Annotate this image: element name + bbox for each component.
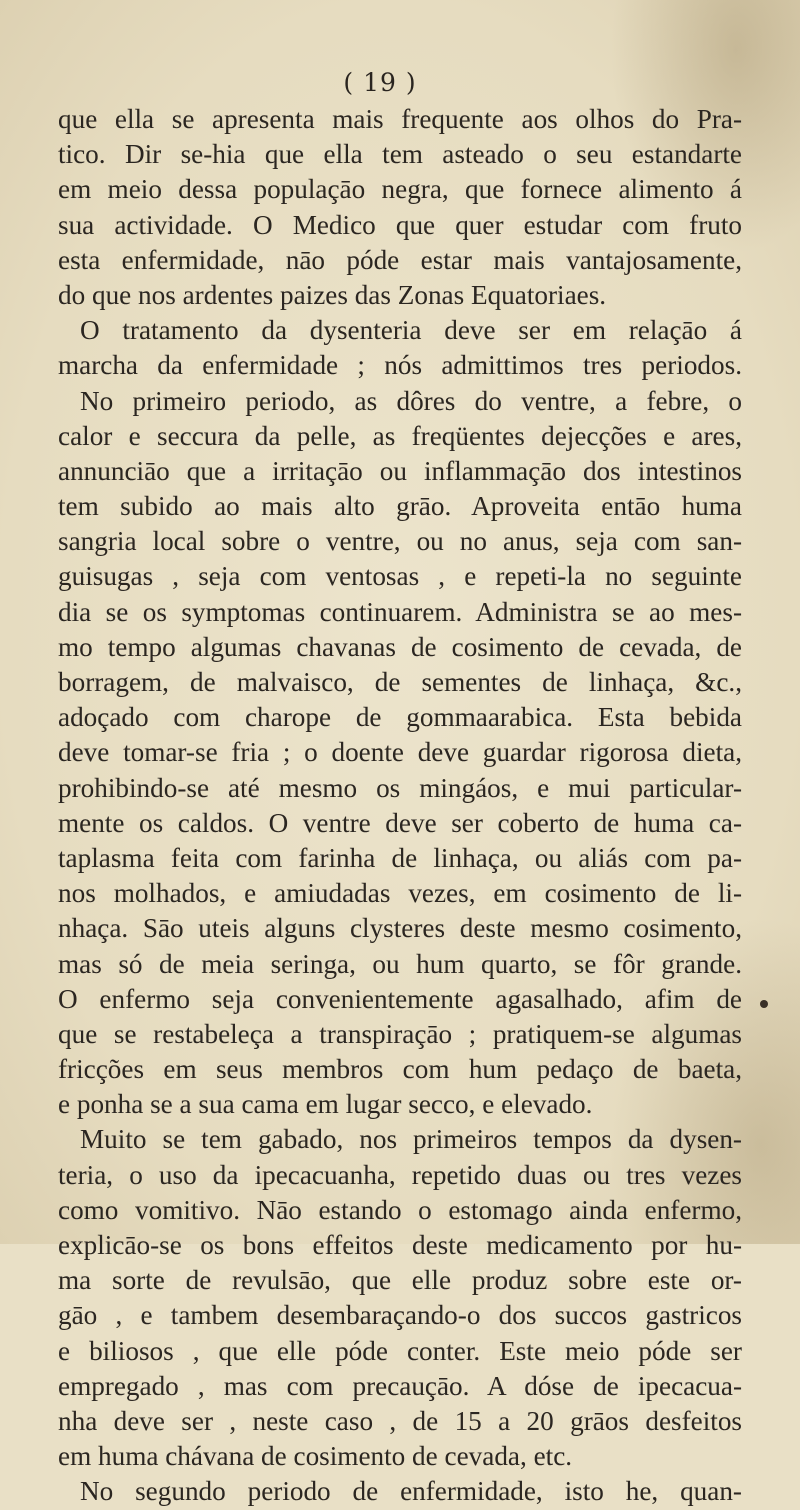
paragraph-start-line: O tratamento da dysenteria deve ser em relaçāo á xyxy=(80,315,742,346)
paragraph-start-line: No segundo periodo de enfermidade, isto he, quan- xyxy=(80,1476,742,1507)
page-number: ( 19 ) xyxy=(343,68,417,97)
paragraph-start-line: Muito se tem gabado, nos primeiros tempos da dysen- xyxy=(80,1124,742,1155)
text-line: do que nos ardentes paizes das Zonas Equatoriaes. xyxy=(58,279,607,310)
text-line: em meio dessa populaçāo negra, que fornece alimento á xyxy=(58,174,742,205)
text-line: explicāo-se os bons effeitos deste medicamento por hu- xyxy=(58,1230,742,1260)
text-line: mas só de meia seringa, ou hum quarto, se fôr grande. xyxy=(58,948,742,979)
body-text xyxy=(58,102,742,1510)
text-line: em huma chávana de cosimento de cevada, etc. xyxy=(58,1441,573,1472)
text-line: adoçado com charope de gommaarabica. Esta bebida xyxy=(58,702,742,733)
paragraph-start-line: No primeiro periodo, as dôres do ventre, a febre, o xyxy=(80,385,742,416)
text-line: marcha da enfermidade ; nós admittimos tres periodos. xyxy=(58,350,742,381)
text-line: empregado , mas com precauçāo. A dóse de ipecacua- xyxy=(58,1370,742,1401)
text-line: que se restabeleça a transpiraçāo ; pratiquem-se algumas xyxy=(58,1018,742,1049)
text-line: que ella se apresenta mais frequente aos olhos do Pra- xyxy=(58,104,742,134)
text-line: nha deve ser , neste caso , de 15 a 20 grāos desfeitos xyxy=(58,1405,742,1436)
text-line: mente os caldos. O ventre deve ser coberto de huma ca- xyxy=(58,807,742,838)
text-line: annunciāo que a irritaçāo ou inflammaçāo dos intestinos xyxy=(58,455,742,486)
text-line: deve tomar-se fria ; o doente deve guardar rigorosa dieta, xyxy=(58,737,742,768)
text-line: nos molhados, e amiudadas vezes, em cosimento de li- xyxy=(58,878,742,909)
text-line: borragem, de malvaisco, de sementes de linhaça, &c., xyxy=(58,667,742,697)
text-line: ma sorte de revulsāo, que elle produz sobre este or- xyxy=(58,1265,742,1296)
text-line: tico. Dir se-hia que ella tem asteado o seu estandarte xyxy=(58,139,742,170)
text-line: sua actividade. O Medico que quer estudar com fruto xyxy=(58,209,742,240)
text-line: sangria local sobre o ventre, ou no anus, seja com san- xyxy=(58,526,742,557)
text-line: tem subido ao mais alto grāo. Aproveita entāo huma xyxy=(58,491,742,522)
text-line: gāo , e tambem desembaraçando-o dos succos gastricos xyxy=(58,1300,742,1331)
text-line: calor e seccura da pelle, as freqüentes dejecções e ares, xyxy=(58,420,742,451)
text-line: O enfermo seja convenientemente agasalhado, afim de xyxy=(58,983,742,1014)
text-line: teria, o uso da ipecacuanha, repetido duas ou tres vezes xyxy=(58,1159,742,1190)
text-line: e biliosos , que elle póde conter. Este meio póde ser xyxy=(58,1335,742,1366)
ink-speck xyxy=(760,1000,768,1008)
text-line: mo tempo algumas chavanas de cosimento de cevada, de xyxy=(58,631,742,662)
text-line: taplasma feita com farinha de linhaça, ou aliás com pa- xyxy=(58,842,742,873)
text-line: guisugas , seja com ventosas , e repeti-la no seguinte xyxy=(58,561,742,592)
text-line: e ponha se a sua cama em lugar secco, e elevado. xyxy=(58,1089,593,1120)
text-line: esta enfermidade, nāo póde estar mais vantajosamente, xyxy=(58,244,742,275)
text-line: nhaça. Sāo uteis alguns clysteres deste mesmo cosimento, xyxy=(58,913,742,944)
text-line: fricções em seus membros com hum pedaço de baeta, xyxy=(58,1054,742,1085)
text-line: dia se os symptomas continuarem. Administra se ao mes- xyxy=(58,596,742,627)
text-line: como vomitivo. Nāo estando o estomago ainda enfermo, xyxy=(58,1194,742,1225)
text-line: prohibindo-se até mesmo os mingáos, e mui particular- xyxy=(58,772,742,803)
